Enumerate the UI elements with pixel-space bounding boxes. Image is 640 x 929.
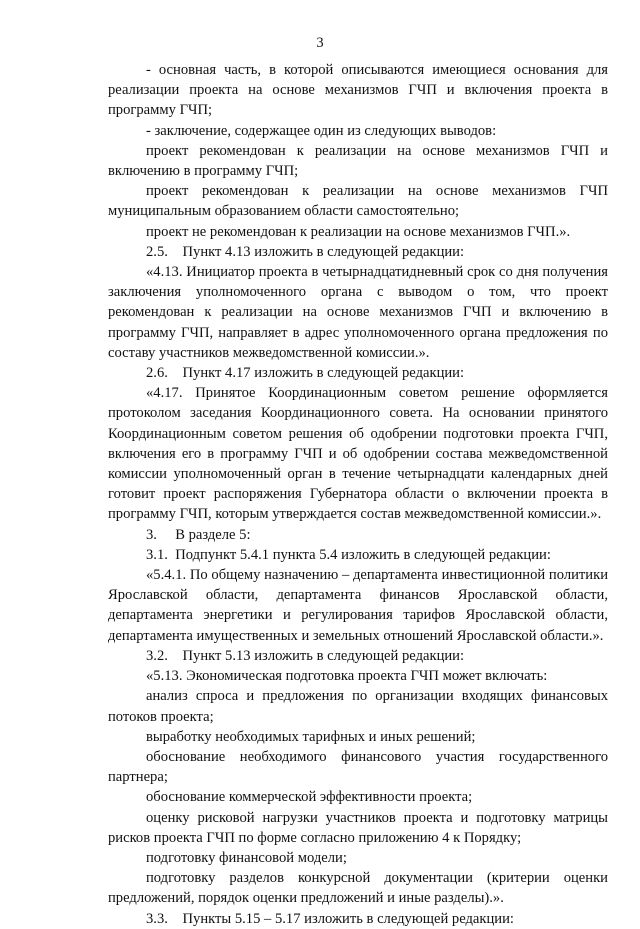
- paragraph-list-financial-model: подготовку финансовой модели;: [146, 849, 347, 866]
- paragraph-option-recommended: проект рекомендован к реализации на основе механизмов ГЧП и включению в программу ГЧП;: [108, 142, 608, 180]
- paragraph-clause-4-13: «4.13. Инициатор проекта в четырнадцатидневный срок со дня получения заключения уполномоченного органа с выводом о том, что проект рекомендован к реализации на основе механизмов ГЧП и включению в программу ГЧП, направляет в адрес уполномоченного органа предложения по составу участников межведомственной комиссии.».: [108, 264, 608, 361]
- paragraph-item-2-5: 2.5. Пункт 4.13 изложить в следующей редакции:: [146, 243, 465, 260]
- paragraph-list-tariff-decisions: выработку необходимых тарифных и иных решений;: [146, 728, 476, 745]
- paragraph-list-tender-documentation: подготовку разделов конкурсной документации (критерии оценки предложений, порядок оценки предложений и иные разделы).».: [108, 870, 608, 907]
- paragraph-list-risk-assessment: оценку рисковой нагрузки участников проекта и подготовку матрицы рисков проекта ГЧП по форме согласно приложению 4 к Порядку;: [108, 809, 608, 846]
- document-body: [108, 60, 608, 929]
- paragraph-conclusion: - заключение, содержащее один из следующих выводов:: [146, 122, 497, 139]
- paragraph-clause-5-13: «5.13. Экономическая подготовка проекта ГЧП может включать:: [146, 668, 548, 685]
- paragraph-item-2-6: 2.6. Пункт 4.17 изложить в следующей редакции:: [146, 365, 465, 382]
- paragraph-item-3-3: 3.3. Пункты 5.15 – 5.17 изложить в следующей редакции:: [146, 910, 514, 927]
- paragraph-item-3: 3. В разделе 5:: [146, 526, 251, 543]
- paragraph-item-3-1: 3.1. Подпункт 5.4.1 пункта 5.4 изложить в следующей редакции:: [146, 546, 551, 563]
- paragraph-clause-4-17: «4.17. Принятое Координационным советом решение оформляется протоколом заседания Координационного совета. На основании принятого Координационным советом решения об одобрении подготовки проекта ГЧП, включения его в программу ГЧП и об одобрении состава межведомственной комиссии уполномоченный орган в течение четырнадцати календарных дней готовит проект распоряжения Губернатора области о включении проекта в программу ГЧП, которым утверждается состав межведомственной комиссии.».: [108, 385, 608, 523]
- paragraph-main-part: - основная часть, в которой описываются имеющиеся основания для реализации проекта на основе механизмов ГЧП и включения проекта в программу ГЧП;: [108, 62, 608, 119]
- paragraph-list-demand-analysis: анализ спроса и предложения по организации входящих финансовых потоков проекта;: [108, 688, 608, 725]
- paragraph-option-municipal: проект рекомендован к реализации на основе механизмов ГЧП муниципальным образованием области самостоятельно;: [108, 183, 608, 220]
- page-number: 3: [316, 35, 324, 51]
- paragraph-list-financial-participation: обоснование необходимого финансового участия государственного партнера;: [108, 748, 608, 786]
- paragraph-clause-5-4-1: «5.4.1. По общему назначению – департамента инвестиционной политики Ярославской области, департамента финансов Ярославской области, департамента энергетики и регулирования тарифов Ярославской области, департамента имущественных и земельных отношений Ярославской области.».: [108, 567, 608, 644]
- paragraph-list-commercial-efficiency: обоснование коммерческой эффективности проекта;: [146, 789, 473, 806]
- paragraph-option-not-recommended: проект не рекомендован к реализации на основе механизмов ГЧП.».: [146, 223, 571, 240]
- paragraph-item-3-2: 3.2. Пункт 5.13 изложить в следующей редакции:: [146, 647, 465, 664]
